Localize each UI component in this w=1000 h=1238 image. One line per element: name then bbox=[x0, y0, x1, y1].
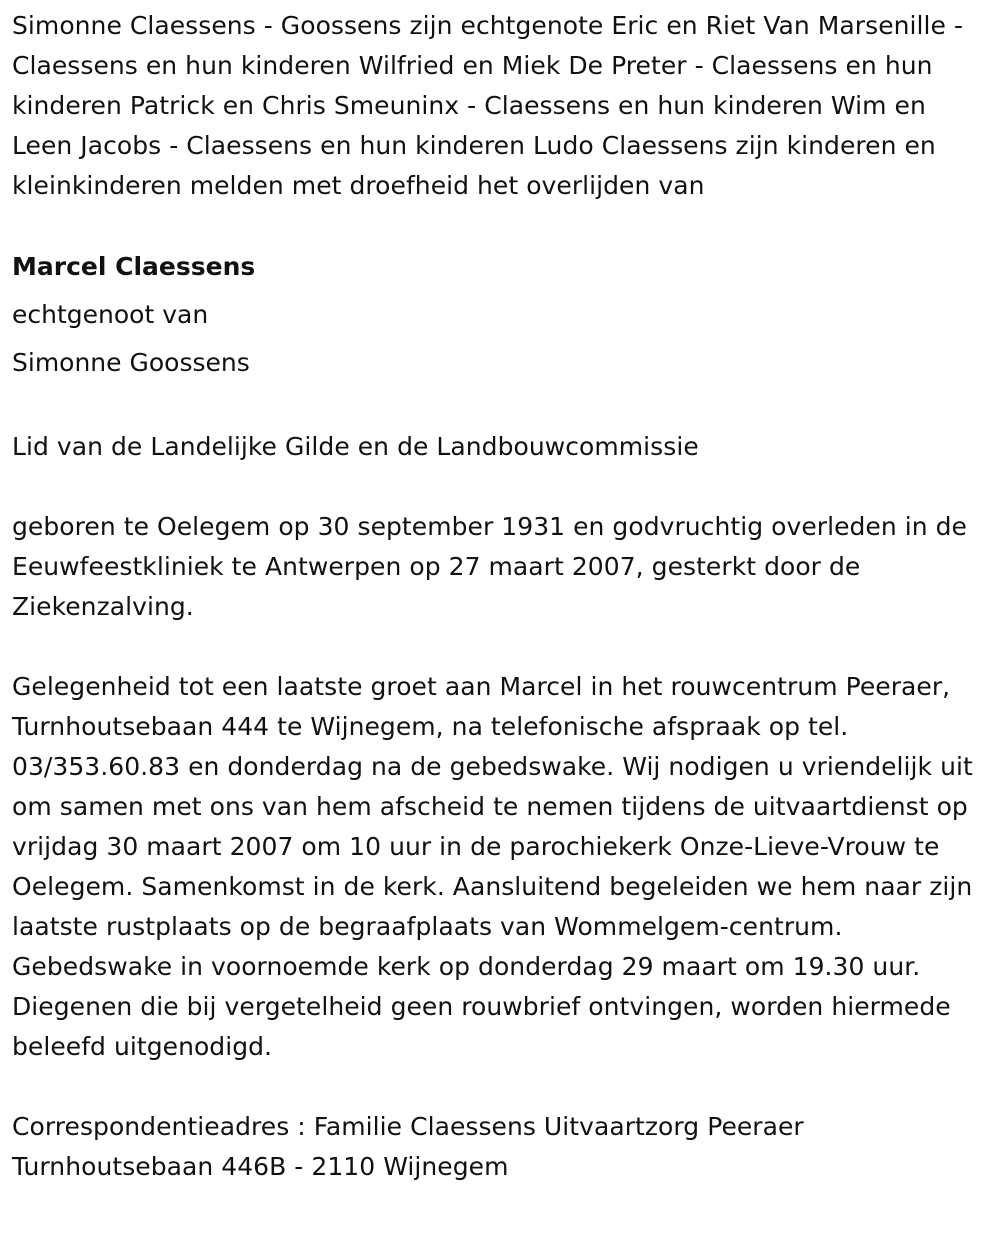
family-intro-paragraph: Simonne Claessens - Goossens zijn echtgenote Eric en Riet Van Marsenille - Claessens en hun kinderen Wilfried en Miek De Preter - Claessens en hun kinderen Patrick en Chris Smeuninx - Claessens en hun kinderen Wim en Leen Jacobs - Claessens en hun kinderen Ludo Claessens zijn kinderen en kleinkinderen melden met droefheid het overlijden van bbox=[12, 11, 964, 200]
spouse-label: echtgenoot van bbox=[12, 300, 209, 329]
membership-line: Lid van de Landelijke Gilde en de Landbouwcommissie bbox=[12, 432, 699, 461]
spouse-name: Simonne Goossens bbox=[12, 348, 250, 377]
correspondence-address: Correspondentieadres : Familie Claessens Uitvaartzorg Peeraer Turnhoutsebaan 446B - 2110 Wijnegem bbox=[12, 1112, 804, 1181]
spacer bbox=[12, 387, 988, 427]
spacer bbox=[12, 627, 988, 667]
deceased-name: Marcel Claessens bbox=[12, 252, 256, 281]
birth-death-paragraph: geboren te Oelegem op 30 september 1931 en godvruchtig overleden in de Eeuwfeestkliniek te Antwerpen op 27 maart 2007, gesterkt door de Ziekenzalving. bbox=[12, 512, 967, 621]
spacer bbox=[12, 467, 988, 507]
spacer bbox=[12, 1067, 988, 1107]
spacer bbox=[12, 206, 988, 246]
ceremony-paragraph: Gelegenheid tot een laatste groet aan Marcel in het rouwcentrum Peeraer, Turnhoutsebaan 444 te Wijnegem, na telefonische afspraak op tel. 03/353.60.83 en donderdag na de gebedswake. Wij nodigen u vriendelijk uit om samen met ons van hem afscheid te nemen tijdens de uitvaartdienst op vrijdag 30 maart 2007 om 10 uur in de parochiekerk Onze-Lieve-Vrouw te Oelegem. Samenkomst in de kerk. Aansluitend begeleiden we hem naar zijn laatste rustplaats op de begraafplaats van Wommelgem-centrum. Gebedswake in voornoemde kerk op donderdag 29 maart om 19.30 uur. Diegenen die bij vergetelheid geen rouwbrief ontvingen, worden hiermede beleefd uitgenodigd. bbox=[12, 672, 973, 1061]
